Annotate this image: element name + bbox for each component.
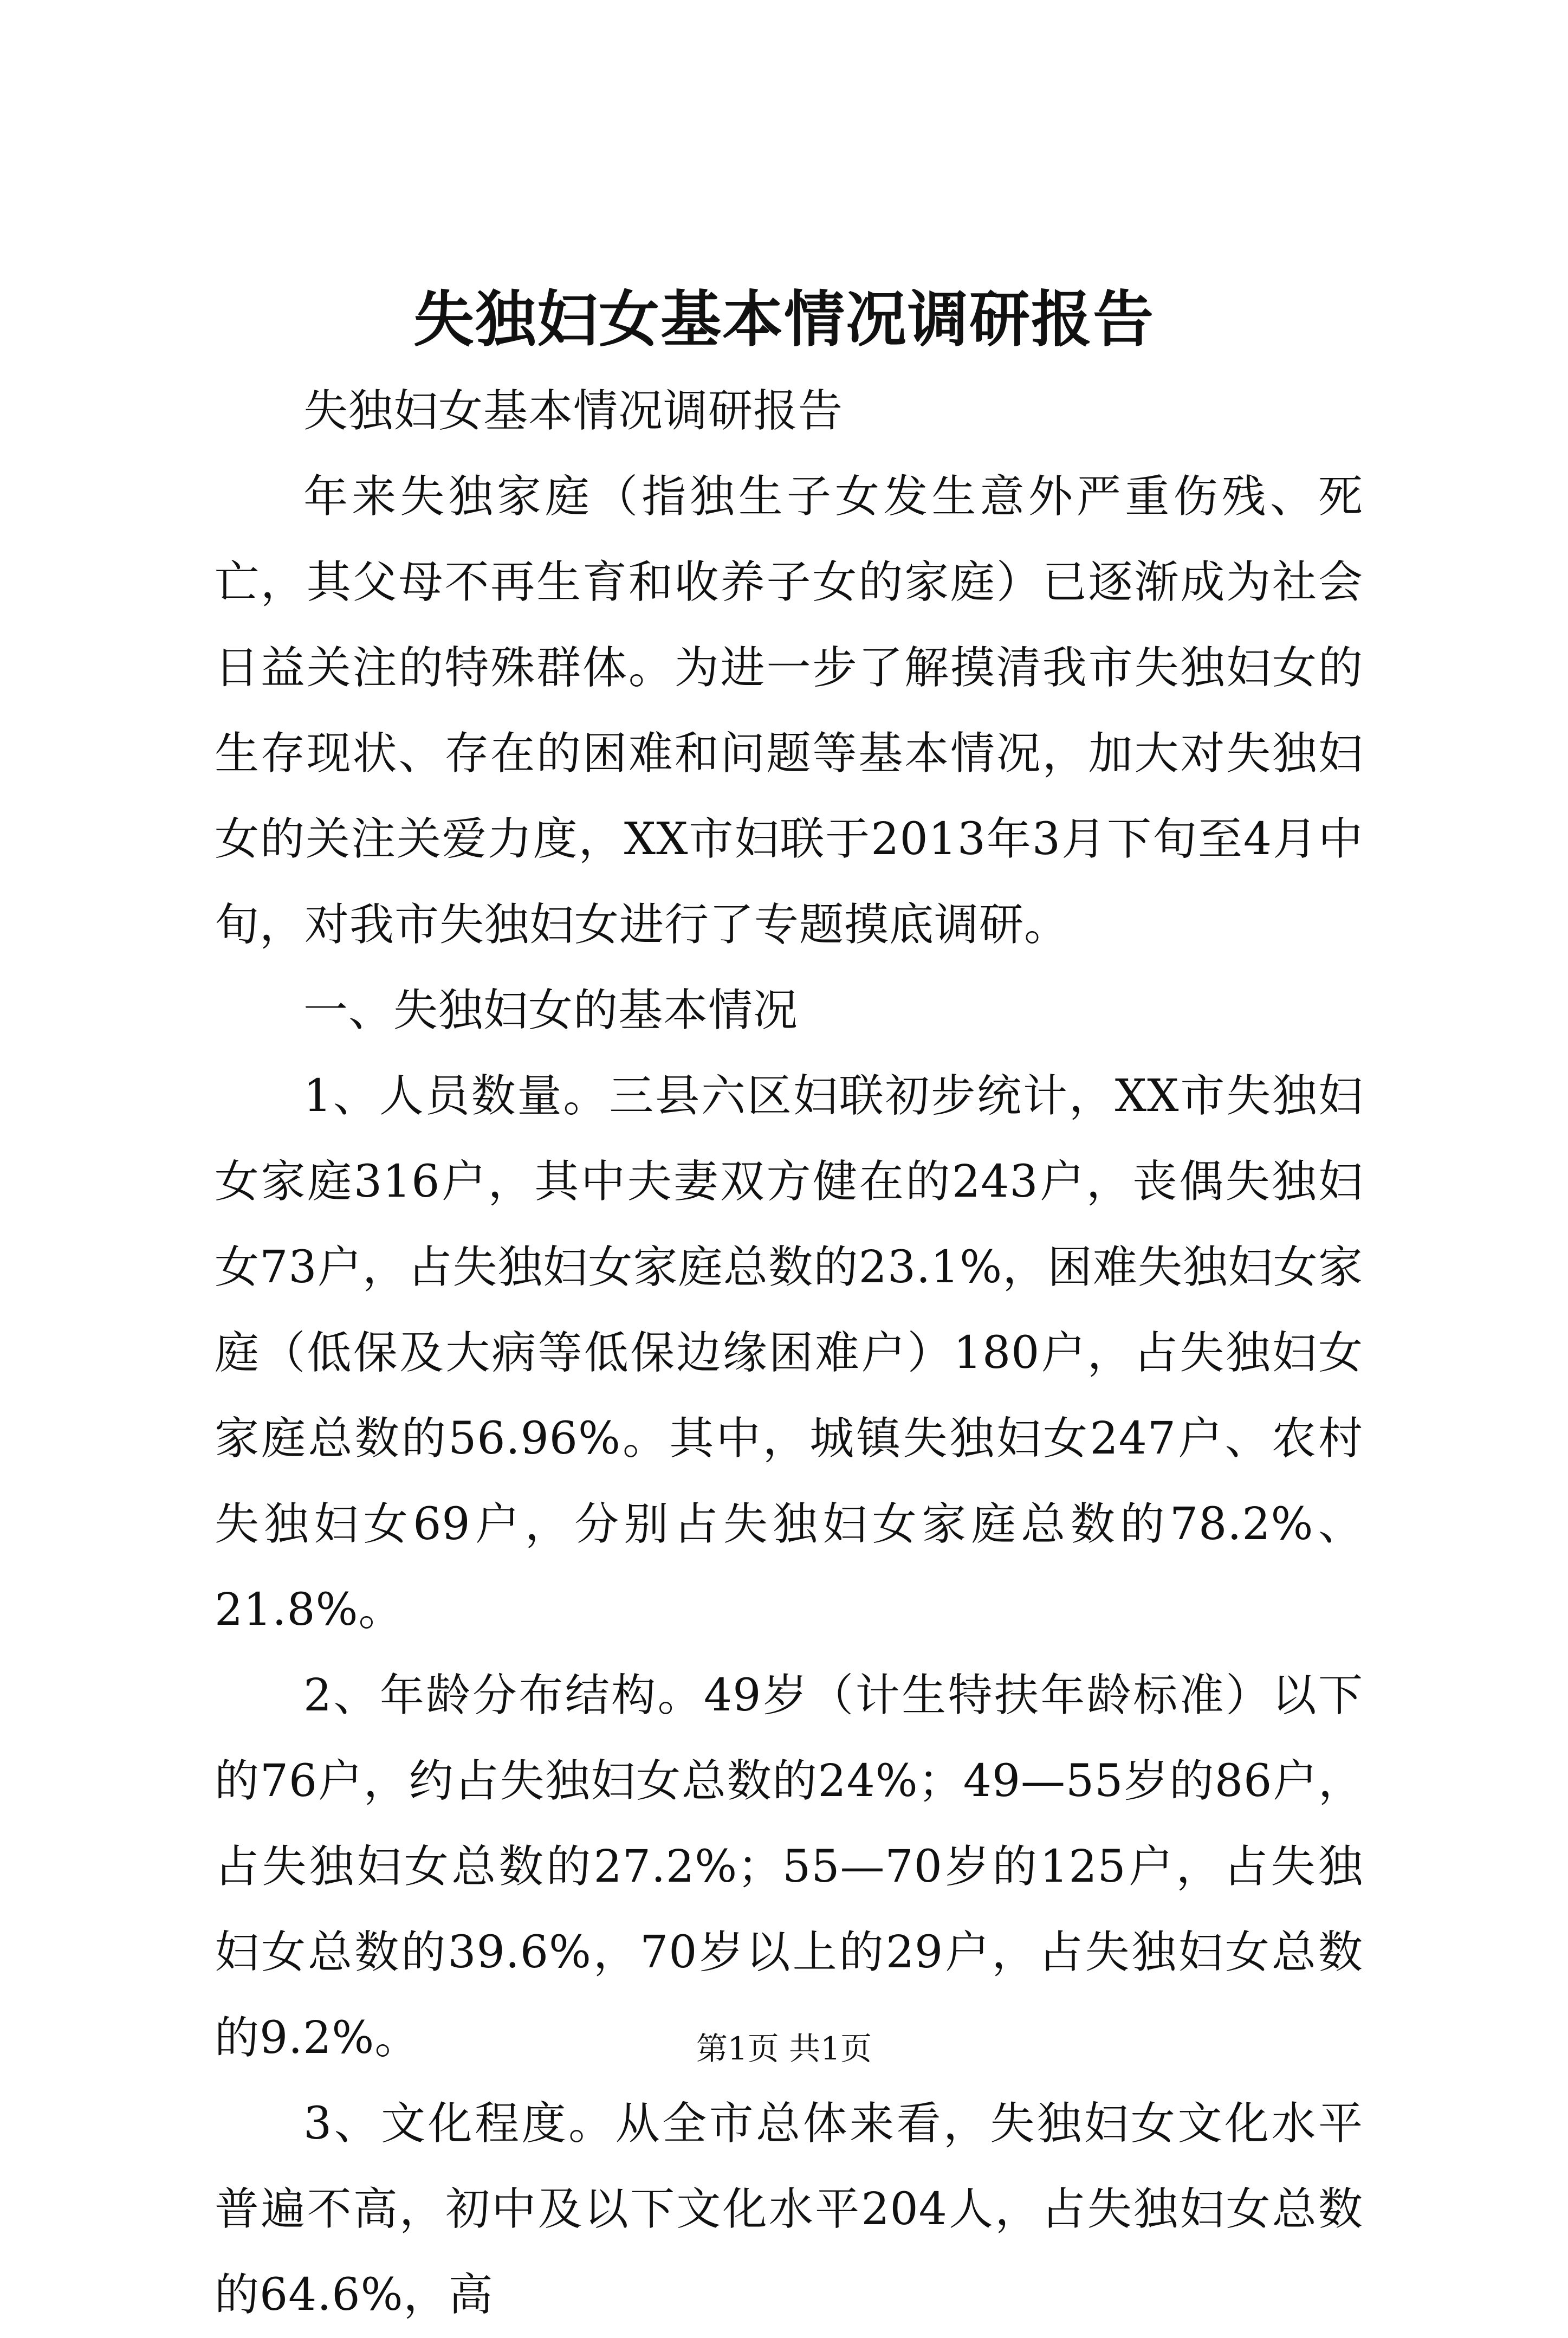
subtitle-paragraph: 失独妇女基本情况调研报告	[303, 385, 844, 437]
page-footer: 第1页 共1页	[696, 2030, 872, 2067]
document-title: 失独妇女基本情况调研报告	[413, 284, 1155, 355]
paragraph-age-distribution: 2、年龄分布结构。49岁（计生特扶年龄标准）以下的76户，约占失独妇女总数的24%；49—55岁的86户，占失独妇女总数的27.2%；55—70岁的125户，占失独妇女总数的39.6%，70岁以上的29户，占失独妇女总数的9.2%。	[215, 1670, 1363, 2064]
paragraph-personnel-count: 1、人员数量。三县六区妇联初步统计，XX市失独妇女家庭316户，其中夫妻双方健在的243户，丧偶失独妇女73户，占失独妇女家庭总数的23.1%，困难失独妇女家庭（低保及大病等低保边缘困难户）180户，占失独妇女家庭总数的56.96%。其中，城镇失独妇女247户、农村失独妇女69户，分别占失独妇女家庭总数的78.2%、21.8%。	[215, 1070, 1363, 1636]
paragraph-education-level: 3、文化程度。从全市总体来看，失独妇女文化水平普遍不高，初中及以下文化水平204人，占失独妇女总数的64.6%，高	[215, 2098, 1363, 2321]
section-heading: 一、失独妇女的基本情况	[303, 985, 799, 1036]
intro-paragraph: 年来失独家庭（指独生子女发生意外严重伤残、死亡，其父母不再生育和收养子女的家庭）已逐渐成为社会日益关注的特殊群体。为进一步了解摸清我市失独妇女的生存现状、存在的困难和问题等基本情况，加大对失独妇女的关注关爱力度，XX市妇联于2013年3月下旬至4月中旬，对我市失独妇女进行了专题摸底调研。	[215, 471, 1363, 951]
